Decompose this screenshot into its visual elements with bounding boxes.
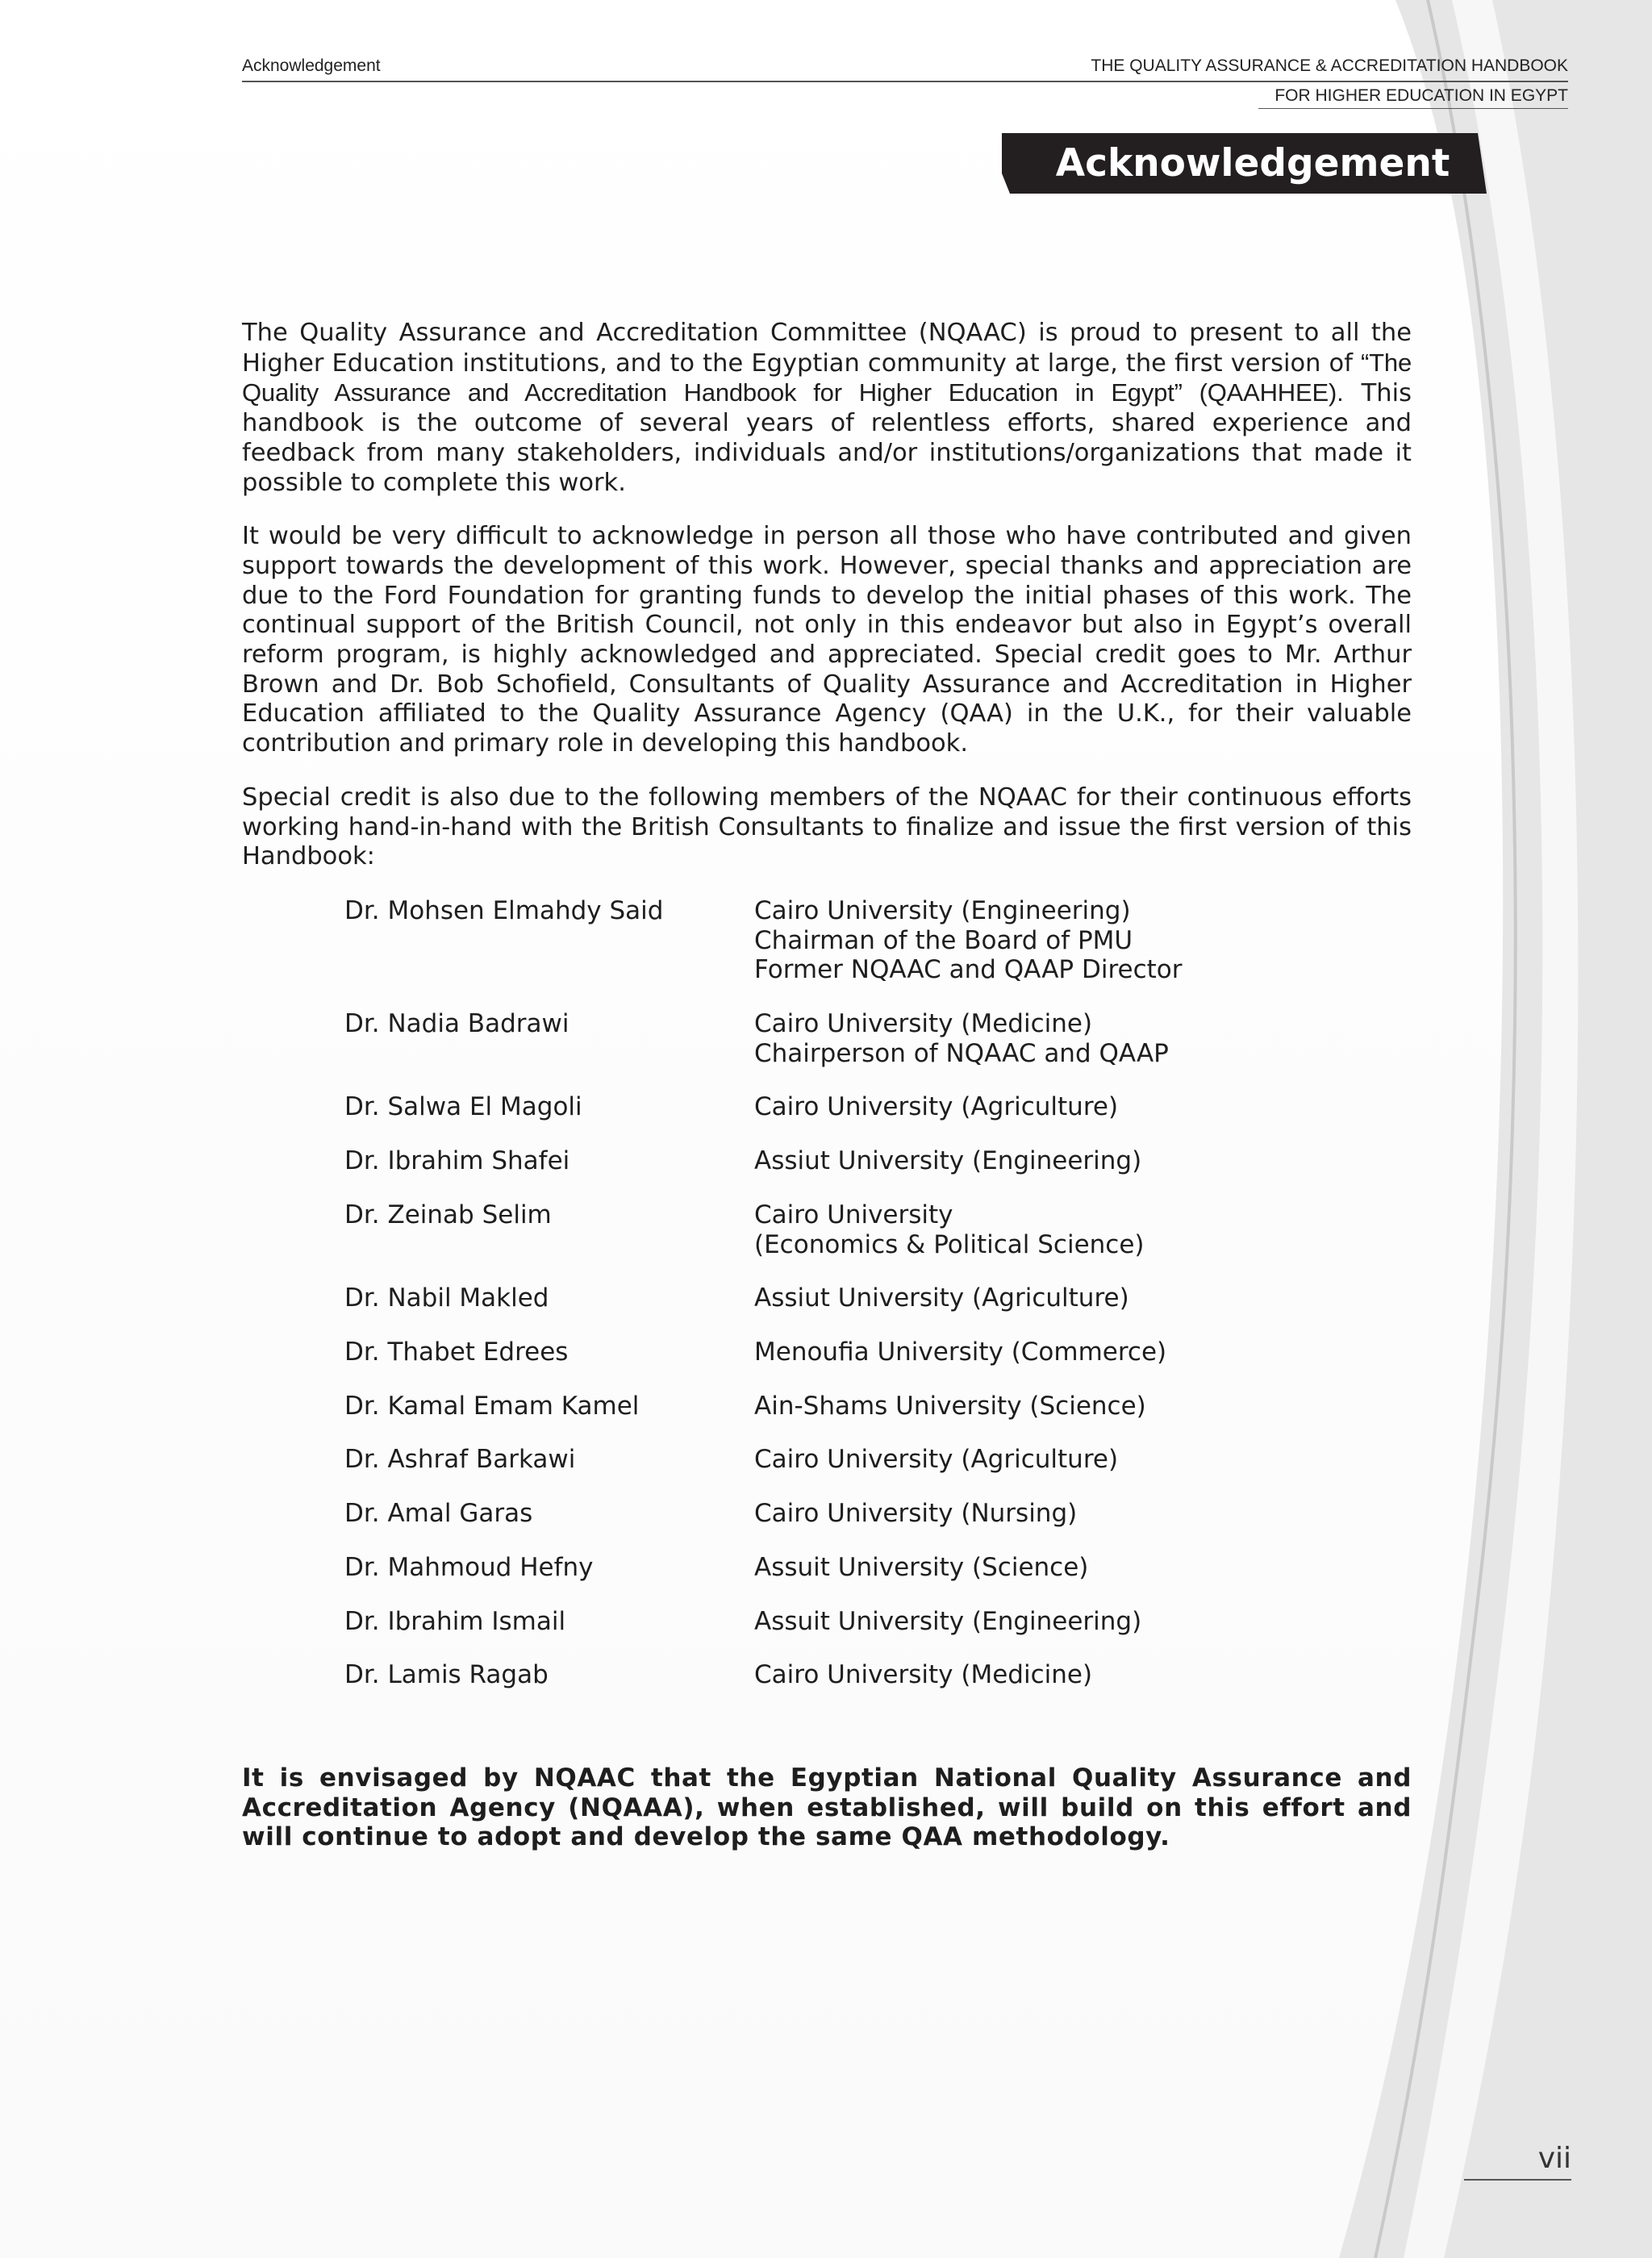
member-affiliation (754, 1553, 1412, 1583)
member-affiliation-line: Cairo University (Medicine) (754, 1660, 1093, 1690)
member-affiliation (754, 1445, 1412, 1475)
member-row (344, 1283, 1412, 1313)
member-affiliation-line: Cairo University (Agriculture) (754, 1445, 1119, 1475)
running-header-section: Acknowledgement (242, 56, 381, 75)
member-affiliation (754, 1200, 1412, 1259)
member-affiliation-line: Cairo University (Nursing) (754, 1499, 1078, 1529)
member-list (344, 896, 1412, 1690)
page-number: vii (1537, 2142, 1571, 2175)
member-row (344, 1009, 1412, 1068)
body-content (242, 319, 1412, 1714)
member-affiliation-line: Assiut University (Agriculture) (754, 1283, 1129, 1313)
page-title: Acknowledgement (1055, 141, 1450, 186)
member-affiliation-line: Chairperson of NQAAC and QAAP (754, 1038, 1169, 1068)
member-row (344, 1553, 1412, 1583)
member-affiliation-line: Cairo University (Engineering) (754, 895, 1131, 925)
paragraph-members-intro: Special credit is also due to the following members of the NQAAC for their continuous efforts working hand-in-hand with the British Consultants to finalize and issue the first version of this Handbook: (242, 783, 1412, 871)
header-rule (242, 81, 1568, 82)
member-row (344, 1607, 1412, 1637)
member-name: Dr. Kamal Emam Kamel (344, 1391, 640, 1421)
member-row (344, 1499, 1412, 1529)
paragraph-intro (242, 319, 1412, 498)
running-header-book-title: THE QUALITY ASSURANCE & ACCREDITATION HANDBOOK (1091, 56, 1568, 75)
member-affiliation-line: Assuit University (Engineering) (754, 1606, 1142, 1636)
member-affiliation (754, 1092, 1412, 1122)
member-affiliation (754, 1499, 1412, 1529)
subtitle-rule (1258, 108, 1568, 109)
paragraph-intro-part1: The Quality Assurance and Accreditation Committee (NQAAC) is proud to present to all the Higher Education institutions, and to the Egyptian community at large, the first version of (242, 319, 1412, 378)
member-affiliation-line: Ain-Shams University (Science) (754, 1391, 1146, 1421)
member-affiliation (754, 1283, 1412, 1313)
member-affiliation-line: Cairo University (754, 1200, 953, 1229)
member-name: Dr. Amal Garas (344, 1499, 533, 1529)
member-name: Dr. Thabet Edrees (344, 1337, 569, 1367)
member-affiliation-line: Assuit University (Science) (754, 1552, 1089, 1582)
member-row (344, 896, 1412, 985)
member-name: Dr. Mahmoud Hefny (344, 1552, 594, 1582)
member-row (344, 1660, 1412, 1690)
member-name: Dr. Ibrahim Shafei (344, 1146, 570, 1176)
member-name: Dr. Mohsen Elmahdy Said (344, 895, 664, 925)
member-affiliation-line: Chairman of the Board of PMU (754, 925, 1133, 955)
member-row (344, 1392, 1412, 1421)
member-affiliation (754, 1607, 1412, 1637)
member-name: Dr. Nabil Makled (344, 1283, 549, 1313)
member-affiliation (754, 1392, 1412, 1421)
member-affiliation-line: Cairo University (Medicine) (754, 1009, 1093, 1039)
paragraph-thanks: It would be very difficult to acknowledge in person all those who have contributed and given support towards the development of this work. However, special thanks and appreciation are due to the Ford Foundation for granting funds to develop the initial phases of this work. The continual support of the British Council, not only in this endeavor but also in Egypt’s overall reform program, is highly acknowledged and appreciated. Special credit goes to Mr. Arthur Brown and Dr. Bob Schofield, Consultants of Quality Assurance and Accreditation in Higher Education affiliated to the Quality Assurance Agency (QAA) in the U.K., for their valuable contribution and primary role in developing this handbook. (242, 522, 1412, 758)
member-name: Dr. Ibrahim Ismail (344, 1606, 566, 1636)
member-row (344, 1200, 1412, 1259)
member-affiliation-line: Menoufia University (Commerce) (754, 1337, 1167, 1367)
member-name: Dr. Lamis Ragab (344, 1660, 549, 1690)
member-name: Dr. Nadia Badrawi (344, 1009, 569, 1039)
member-name: Dr. Salwa El Magoli (344, 1092, 582, 1122)
member-name: Dr. Ashraf Barkawi (344, 1445, 576, 1475)
page-number-rule (1464, 2179, 1571, 2181)
member-affiliation (754, 1660, 1412, 1690)
member-name: Dr. Zeinab Selim (344, 1200, 552, 1229)
member-row (344, 1146, 1412, 1176)
member-row (344, 1338, 1412, 1367)
closing-statement: It is envisaged by NQAAC that the Egyptian National Quality Assurance and Accreditation Agency (NQAAA), when established, will build on this effort and will continue to adopt and develop the same QAA methodology. (242, 1763, 1412, 1852)
member-affiliation-line: Assiut University (Engineering) (754, 1146, 1142, 1176)
member-row (344, 1445, 1412, 1475)
member-affiliation-line: (Economics & Political Science) (754, 1229, 1145, 1259)
member-row (344, 1092, 1412, 1122)
member-affiliation (754, 896, 1412, 985)
paragraph-intro-handbook-title: “The Quality Assurance and Accreditation Handbook for Higher Education in Egypt” (QAAHHEE). (242, 348, 1412, 407)
member-affiliation-line: Cairo University (Agriculture) (754, 1092, 1119, 1122)
running-header-book-subtitle: FOR HIGHER EDUCATION IN EGYPT (1274, 86, 1568, 105)
member-affiliation (754, 1338, 1412, 1367)
member-affiliation-line: Former NQAAC and QAAP Director (754, 955, 1183, 985)
member-affiliation (754, 1146, 1412, 1176)
paragraph-intro-part2: This handbook is the outcome of several years of relentless efforts, shared experience and feedback from many stakeholders, individuals and/or institutions/organizations that made it possible to complete this work. (242, 379, 1412, 497)
member-affiliation (754, 1009, 1412, 1068)
